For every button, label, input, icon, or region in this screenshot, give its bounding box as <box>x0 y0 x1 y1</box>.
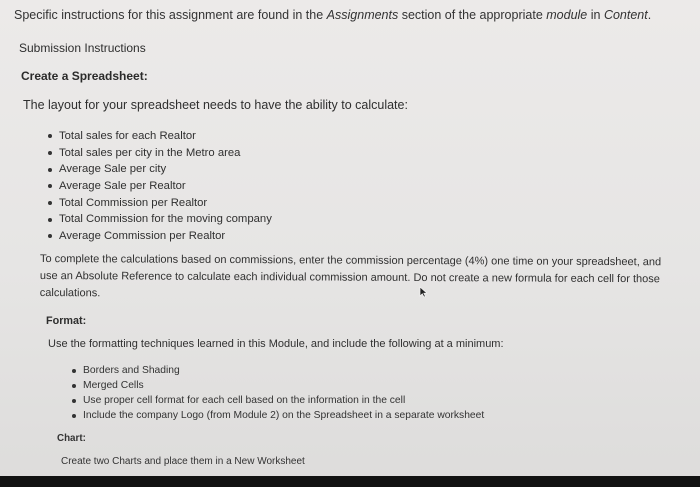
create-spreadsheet-heading: Create a Spreadsheet: <box>21 69 148 83</box>
submission-heading: Submission Instructions <box>19 41 146 55</box>
intro-text: Specific instructions for this assignment are found in the <box>14 8 327 22</box>
list-item: Average Sale per city <box>59 161 272 178</box>
assignments-ref: Assignments <box>326 8 399 22</box>
commission-paragraph: To complete the calculations based on commissions, enter the commission percentage (4%) one time on your spreadsheet, and use an Absolute Reference to calculate each individual commission amount. Do not create a new formula for each cell for those calculations. <box>39 252 662 300</box>
format-intro: Use the formatting techniques learned in this Module, and include the following at a minimum: <box>48 338 504 350</box>
intro-text-middle: section of the appropriate <box>398 8 547 22</box>
list-item: Merged Cells <box>83 378 484 393</box>
intro-text-in: in <box>587 8 604 22</box>
format-heading: Format: <box>46 315 87 327</box>
chart-instructions: Create two Charts and place them in a New Worksheet <box>61 456 305 467</box>
format-list <box>83 363 484 423</box>
module-ref: module <box>546 8 588 22</box>
content-ref: Content <box>603 8 648 22</box>
list-item: Average Sale per Realtor <box>59 178 272 195</box>
list-item: Use proper cell format for each cell based on the information in the cell <box>83 393 484 408</box>
list-item: Total Commission for the moving company <box>59 211 272 228</box>
list-item: Borders and Shading <box>83 363 484 378</box>
mouse-cursor-icon <box>419 286 428 298</box>
screen-bezel <box>0 476 700 487</box>
chart-heading: Chart: <box>57 433 86 444</box>
list-item: Include the company Logo (from Module 2) on the Spreadsheet in a separate worksheet <box>83 410 485 421</box>
layout-intro: The layout for your spreadsheet needs to have the ability to calculate: <box>23 98 408 112</box>
list-item: Total sales for each Realtor <box>59 128 272 145</box>
list-item: Total sales per city in the Metro area <box>59 145 272 162</box>
intro-period: . <box>647 8 652 22</box>
intro-line <box>14 8 651 22</box>
list-item: Total Commission per Realtor <box>59 195 272 212</box>
list-item: Average Commission per Realtor <box>59 228 272 245</box>
calculations-list <box>59 128 272 245</box>
